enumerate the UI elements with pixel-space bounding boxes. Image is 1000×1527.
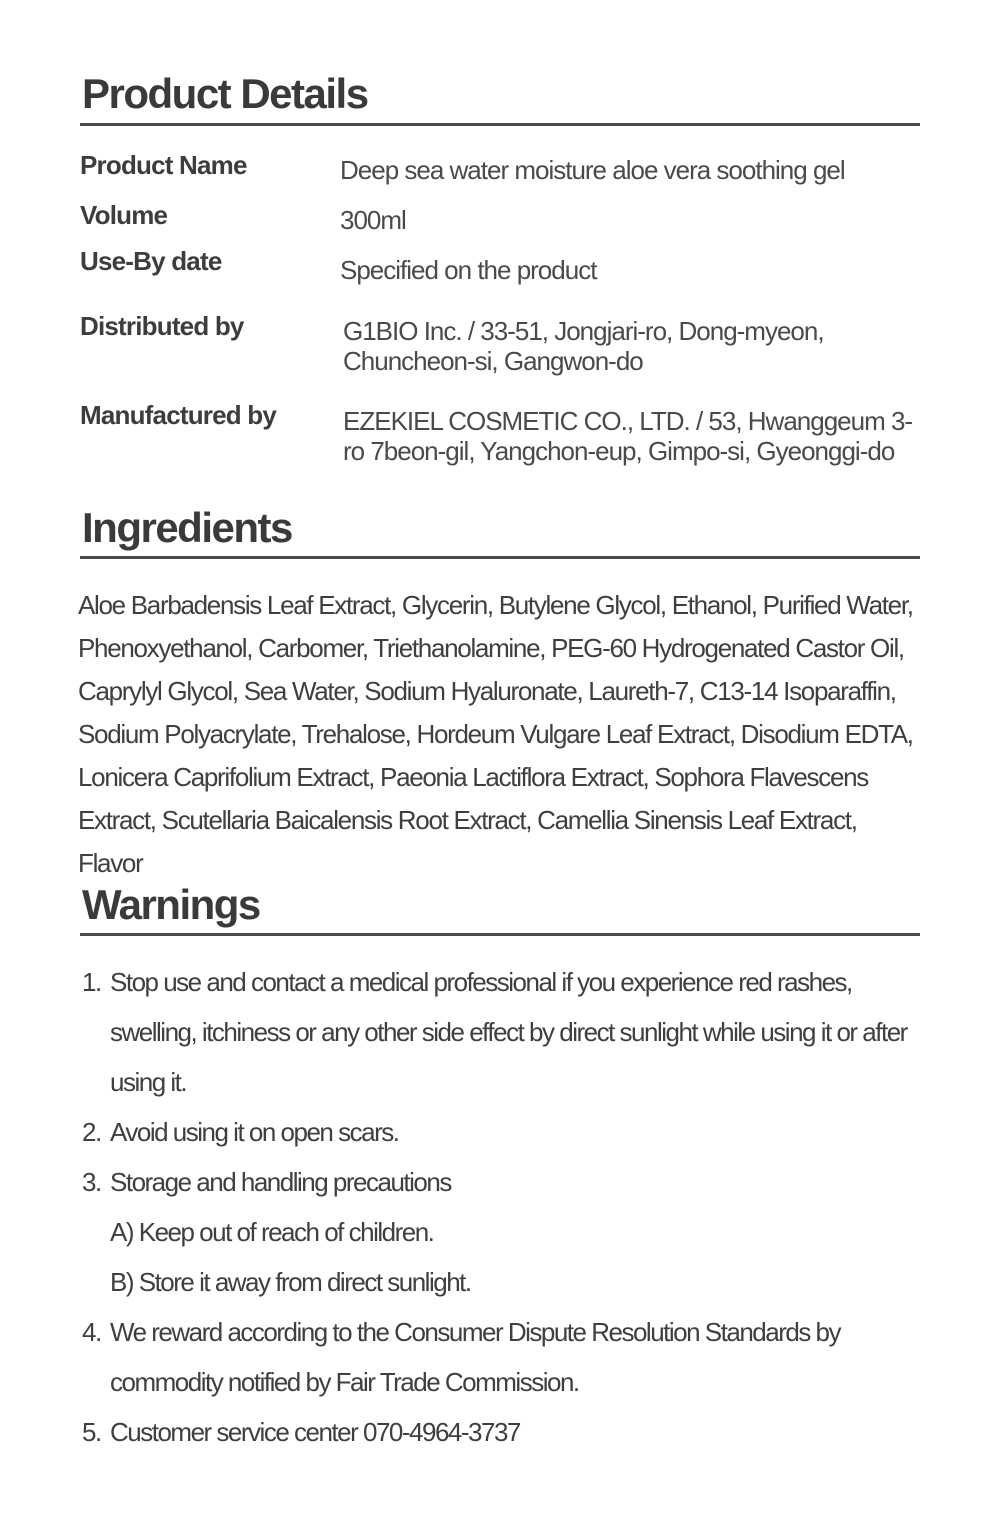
distributed-by-value: G1BIO Inc. / 33-51, Jongjari-ro, Dong-myeon, Chuncheon-si, Gangwon-do xyxy=(343,316,824,376)
ingredients-title: Ingredients xyxy=(82,504,292,551)
warning-item xyxy=(82,1407,927,1457)
warning-text: Stop use and contact a medical professional if you experience red rashes, swelling, itchiness or any other side effect by direct sunlight while using it or after using it. xyxy=(110,967,907,1097)
warning-number: 3. xyxy=(82,1167,101,1197)
warning-subitem: A) Keep out of reach of children. xyxy=(110,1217,434,1247)
use-by-date-label: Use-By date xyxy=(80,246,222,276)
warning-text: Customer service center 070-4964-3737 xyxy=(110,1417,520,1447)
warning-item xyxy=(82,957,927,1107)
warning-subitem: B) Store it away from direct sunlight. xyxy=(110,1267,471,1297)
volume-label: Volume xyxy=(80,200,168,230)
ingredients-divider xyxy=(80,556,920,559)
product-details-title: Product Details xyxy=(82,70,368,117)
distributed-by-label: Distributed by xyxy=(80,311,244,341)
warning-number: 4. xyxy=(82,1317,101,1347)
product-name-label: Product Name xyxy=(80,150,247,180)
warning-number: 2. xyxy=(82,1117,101,1147)
warning-number: 1. xyxy=(82,967,101,997)
warning-text: Storage and handling precautions xyxy=(110,1167,451,1197)
volume-value: 300ml xyxy=(340,205,406,235)
warnings-divider xyxy=(80,933,920,936)
warnings-title: Warnings xyxy=(82,881,260,928)
warning-item xyxy=(82,1157,927,1307)
product-name-value: Deep sea water moisture aloe vera soothing gel xyxy=(340,155,845,185)
warning-item xyxy=(82,1307,927,1407)
ingredients-list: Aloe Barbadensis Leaf Extract, Glycerin, Butylene Glycol, Ethanol, Purified Water, Phenoxyethanol, Carbomer, Triethanolamine, PEG-60 Hydrogenated Castor Oil, Caprylyl Glycol, Sea Water, Sodium Hyaluronate, Laureth-7, C13-14 Isoparaffin, Sodium Polyacrylate, Trehalose, Hordeum Vulgare Leaf Extract, Disodium EDTA, Lonicera Caprifolium Extract, Paeonia Lactiflora Extract, Sophora Flavescens Extract, Scutellaria Baicalensis Root Extract, Camellia Sinensis Leaf Extract, Flavor xyxy=(78,590,913,878)
use-by-date-value: Specified on the product xyxy=(340,255,597,285)
warning-text: We reward according to the Consumer Dispute Resolution Standards by commodity notified by Fair Trade Commission. xyxy=(110,1317,841,1397)
manufactured-by-value: EZEKIEL COSMETIC CO., LTD. / 53, Hwanggeum 3-ro 7beon-gil, Yangchon-eup, Gimpo-si, Gyeonggi-do xyxy=(343,406,913,466)
warning-item xyxy=(82,1107,927,1157)
product-details-divider xyxy=(80,123,920,126)
manufactured-by-label: Manufactured by xyxy=(80,400,277,430)
warning-text: Avoid using it on open scars. xyxy=(110,1117,399,1147)
warning-number: 5. xyxy=(82,1417,101,1447)
